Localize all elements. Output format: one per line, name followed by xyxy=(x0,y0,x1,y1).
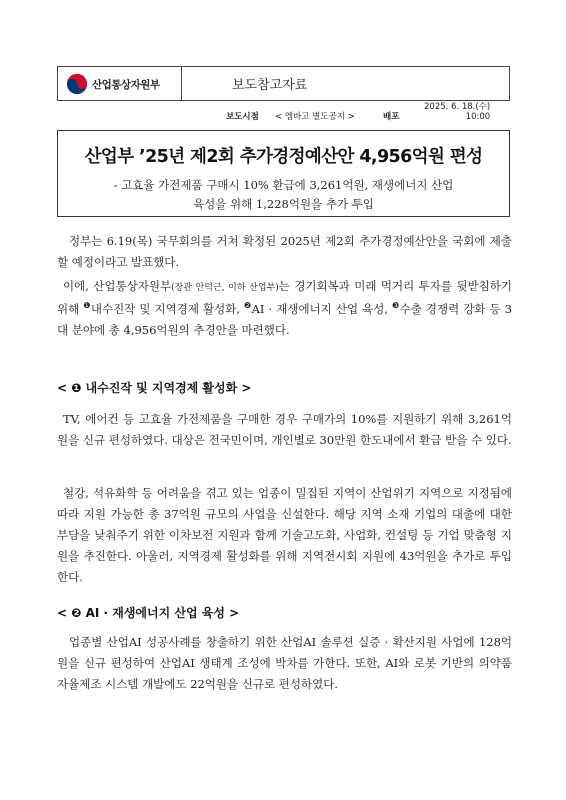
subtitle-line-1: - 고효율 가전제품 구매시 10% 환급에 3,261억원, 재생에너지 산업 xyxy=(113,178,454,192)
taegeuk-icon xyxy=(66,73,88,95)
text-span: 수출 경쟁력 강화 등 3대 분야에 총 4,956억원의 추경안을 마련했다. xyxy=(57,302,513,337)
section-heading-1: < ❶ 내수진작 및 지역경제 활성화 > xyxy=(57,381,252,395)
minister-note: (장관 안덕근, 이하 산업부) xyxy=(171,283,279,293)
text-span: 내수진작 및 지역경제 활성화, xyxy=(90,302,245,316)
section-heading-2: < ❷ AI · 재생에너지 산업 육성 > xyxy=(57,606,240,620)
release-value: < 엠바고 별도공지 > xyxy=(275,112,355,122)
distribution-time: 10:00 xyxy=(465,112,491,122)
text-span: AI · 재생에너지 산업 육성, xyxy=(251,302,393,316)
paragraph-appliance-refund: TV, 에어컨 등 고효율 가전제품을 구매한 경우 구매가의 10%를 지원하기 위해 3,261억원을 신규 편성하였다. 대상은 전국민이며, 개인별로 30만원 한도내에서 환급 받을 수 있다. xyxy=(57,412,512,447)
ministry-name: 산업통상자원부 xyxy=(92,78,160,91)
header-divider xyxy=(181,66,182,101)
paragraph-regional-support: 철강, 석유화학 등 어려움을 겪고 있는 업종이 밀집된 지역이 산업위기 지역으로 지정됨에 따라 지원 가능한 총 37억원 규모의 사업을 신설한다. 해당 지역 소재 기업의 대출에 대한 부담을 낮춰주기 위한 이차보전 지원과 함께 기술고도화, 사업화, 컨설팅 등 기업 맞춤형 지원을 추진한다. 아울러, 지역경제 활성화를 위해 지역전시회 지원에 43억원을 추가로 투입한다. xyxy=(57,486,512,584)
distribution-date: 2025. 6. 18.(수) xyxy=(424,102,491,112)
distribution-datetime xyxy=(424,102,490,122)
page-title: 산업부 ’25년 제2회 추가경정예산안 4,956억원 편성 xyxy=(84,147,483,167)
paragraph-overview xyxy=(57,276,512,341)
marker-2: ❷ xyxy=(244,301,252,310)
marker-1: ❶ xyxy=(83,301,91,310)
distribution-label: 배포 xyxy=(383,112,400,122)
text-span: 이에, 산업통상자원부 xyxy=(63,279,172,293)
text-span: 는 경기회복과 미래 먹거리 투자를 뒷받침하기 위해 xyxy=(57,279,512,316)
subtitle-line-2: 육성을 위해 1,228억원을 추가 투입 xyxy=(193,197,374,211)
ministry-logo xyxy=(66,72,178,96)
paragraph-industrial-ai: 업종별 산업AI 성공사례를 창출하기 위한 산업AI 솔루션 실증 · 확산지원 사업에 128억원을 신규 편성하여 산업AI 생태계 조성에 박차를 가한다. 또한, AI와 로봇 기반의 의약품 자율제조 시스템 개발에도 22억원을 신규로 편성하였다. xyxy=(57,635,512,691)
subtitle xyxy=(57,176,510,214)
paragraph-intro: 정부는 6.19(목) 국무회의를 거쳐 확정된 2025년 제2회 추가경정예산안을 국회에 제출할 예정이라고 발표했다. xyxy=(57,234,512,269)
marker-3: ❸ xyxy=(392,301,400,310)
doc-type: 보도참고자료 xyxy=(232,78,308,93)
release-label: 보도시점 xyxy=(226,112,259,122)
